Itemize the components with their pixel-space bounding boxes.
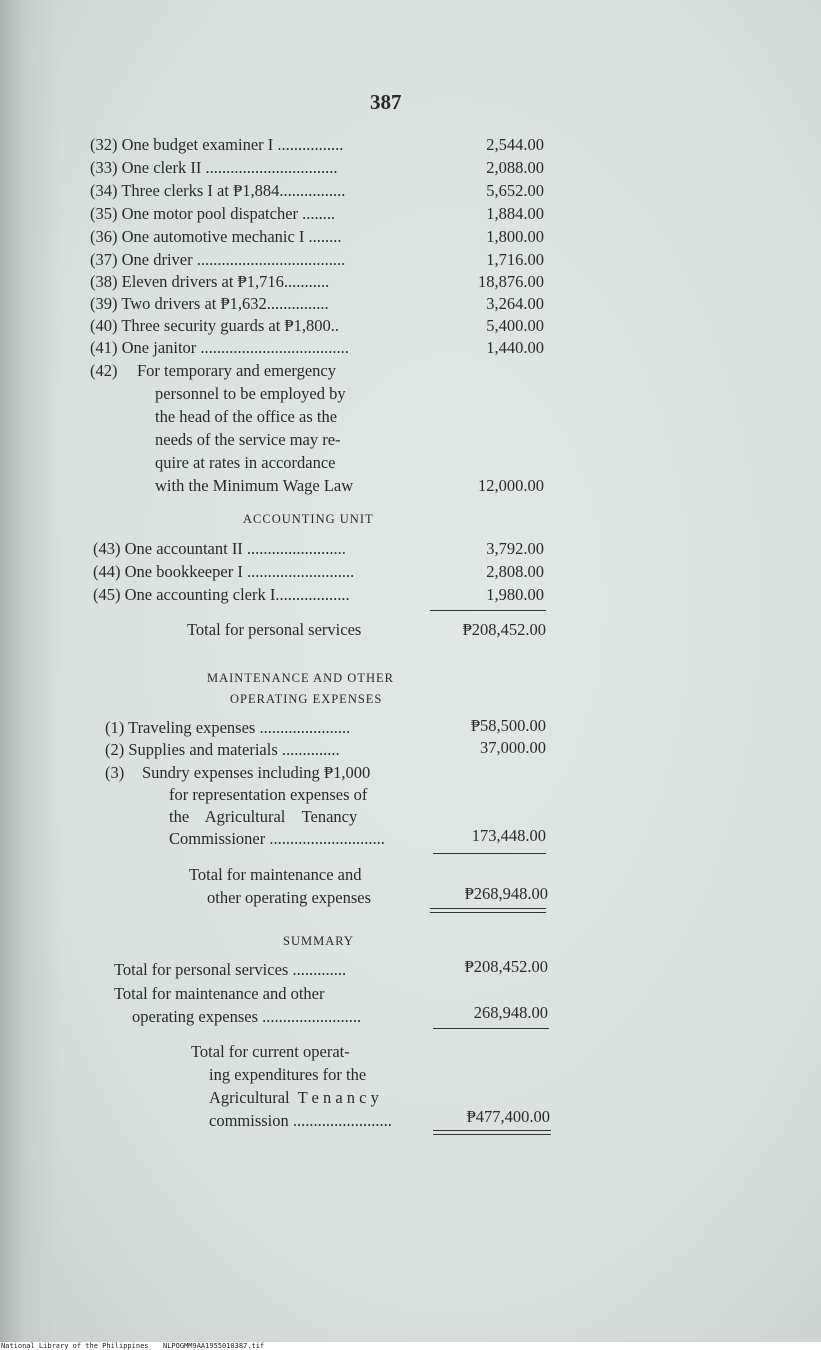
summary-personal-amount: ₱208,452.00 — [464, 957, 548, 976]
item-amount: 37,000.00 — [480, 738, 546, 757]
list-item: (35) One motor pool dispatcher ........ — [90, 204, 336, 223]
item-text-line: For temporary and emergency — [137, 361, 336, 380]
list-item: (34) Three clerks I at ₱1,884................ — [90, 181, 346, 200]
double-rule-top — [430, 908, 546, 909]
item-number: (3) — [105, 763, 125, 782]
item-text-line: Sundry expenses including ₱1,000 — [142, 763, 371, 782]
item-amount: 2,088.00 — [486, 158, 544, 177]
total-maintenance-label: Total for maintenance and — [189, 865, 362, 884]
list-item: (32) One budget examiner I ................ — [90, 135, 344, 154]
double-rule-top — [433, 1130, 551, 1131]
item-amount: 5,400.00 — [486, 316, 544, 335]
total-maintenance-amount: ₱268,948.00 — [464, 884, 548, 903]
list-item: (44) One bookkeeper I .......................... — [93, 562, 355, 581]
item-text-line: the Agricultural Tenancy — [169, 807, 358, 826]
list-item: (2) Supplies and materials .............. — [105, 740, 340, 759]
summary-maintenance-amount: 268,948.00 — [473, 1003, 548, 1022]
item-amount: 173,448.00 — [471, 826, 546, 845]
scan-footer — [0, 1342, 821, 1350]
section-heading-summary: SUMMARY — [283, 934, 354, 948]
item-amount: 5,652.00 — [486, 181, 544, 200]
list-item: (43) One accountant II ........................ — [93, 539, 346, 558]
item-amount: 12,000.00 — [478, 476, 544, 495]
grand-total-line: ing expenditures for the — [209, 1065, 367, 1084]
item-text-line: needs of the service may re- — [155, 430, 341, 449]
double-rule-bottom — [430, 912, 546, 913]
total-personal-amount: ₱208,452.00 — [462, 620, 546, 639]
item-amount: 1,440.00 — [486, 338, 544, 357]
item-amount: 1,980.00 — [486, 585, 544, 604]
item-text-line: with the Minimum Wage Law — [155, 476, 354, 495]
item-text-line: the head of the office as the — [155, 407, 338, 426]
item-amount: 1,884.00 — [486, 204, 544, 223]
item-number: (42) — [90, 361, 118, 380]
subtotal-rule — [433, 853, 546, 854]
list-item: (36) One automotive mechanic I ........ — [90, 227, 342, 246]
footer-filename: NLPOGMM9AA1955010387.tif — [163, 1342, 265, 1350]
item-amount: 3,264.00 — [486, 294, 544, 313]
item-text-line: quire at rates in accordance — [155, 453, 336, 472]
page-number: 387 — [370, 90, 402, 114]
item-amount: 2,544.00 — [486, 135, 544, 154]
item-amount: 2,808.00 — [486, 562, 544, 581]
item-amount: 18,876.00 — [478, 272, 544, 291]
list-item: (39) Two drivers at ₱1,632............... — [90, 294, 329, 313]
item-amount: 3,792.00 — [486, 539, 544, 558]
item-amount: 1,716.00 — [486, 250, 544, 269]
list-item: (40) Three security guards at ₱1,800.. — [90, 316, 339, 335]
subtotal-rule — [433, 1028, 549, 1029]
summary-maintenance-label: Total for maintenance and other — [114, 984, 325, 1003]
double-rule-bottom — [433, 1134, 551, 1135]
section-heading-maintenance: MAINTENANCE AND OTHER — [207, 671, 394, 685]
total-personal-label: Total for personal services — [187, 620, 362, 639]
item-amount: ₱58,500.00 — [470, 716, 546, 735]
total-maintenance-label-2: other operating expenses — [207, 888, 372, 907]
item-amount: 1,800.00 — [486, 227, 544, 246]
list-item: (1) Traveling expenses ...................... — [105, 718, 351, 737]
list-item: (38) Eleven drivers at ₱1,716........... — [90, 272, 330, 291]
subtotal-rule — [430, 610, 546, 611]
list-item: (37) One driver .................................... — [90, 250, 346, 269]
footer-source: National Library of the Philippines — [1, 1342, 149, 1350]
page-edge-shadow — [0, 0, 60, 1342]
summary-personal-label: Total for personal services ............. — [114, 960, 347, 979]
grand-total-line: commission ........................ — [209, 1111, 392, 1130]
list-item: (33) One clerk II ................................ — [90, 158, 338, 177]
section-heading-accounting: ACCOUNTING UNIT — [243, 512, 374, 526]
grand-total-line: Total for current operat- — [191, 1042, 350, 1061]
item-text-line: Commissioner ............................ — [169, 829, 385, 848]
list-item: (41) One janitor .................................... — [90, 338, 349, 357]
summary-maintenance-label-2: operating expenses ........................ — [132, 1007, 362, 1026]
item-text-line: personnel to be employed by — [155, 384, 346, 403]
section-heading-maintenance-2: OPERATING EXPENSES — [230, 692, 383, 706]
item-text-line: for representation expenses of — [169, 785, 368, 804]
grand-total-line: Agricultural T e n a n c y — [209, 1088, 379, 1107]
list-item: (45) One accounting clerk I.................. — [93, 585, 350, 604]
grand-total-amount: ₱477,400.00 — [466, 1107, 550, 1126]
